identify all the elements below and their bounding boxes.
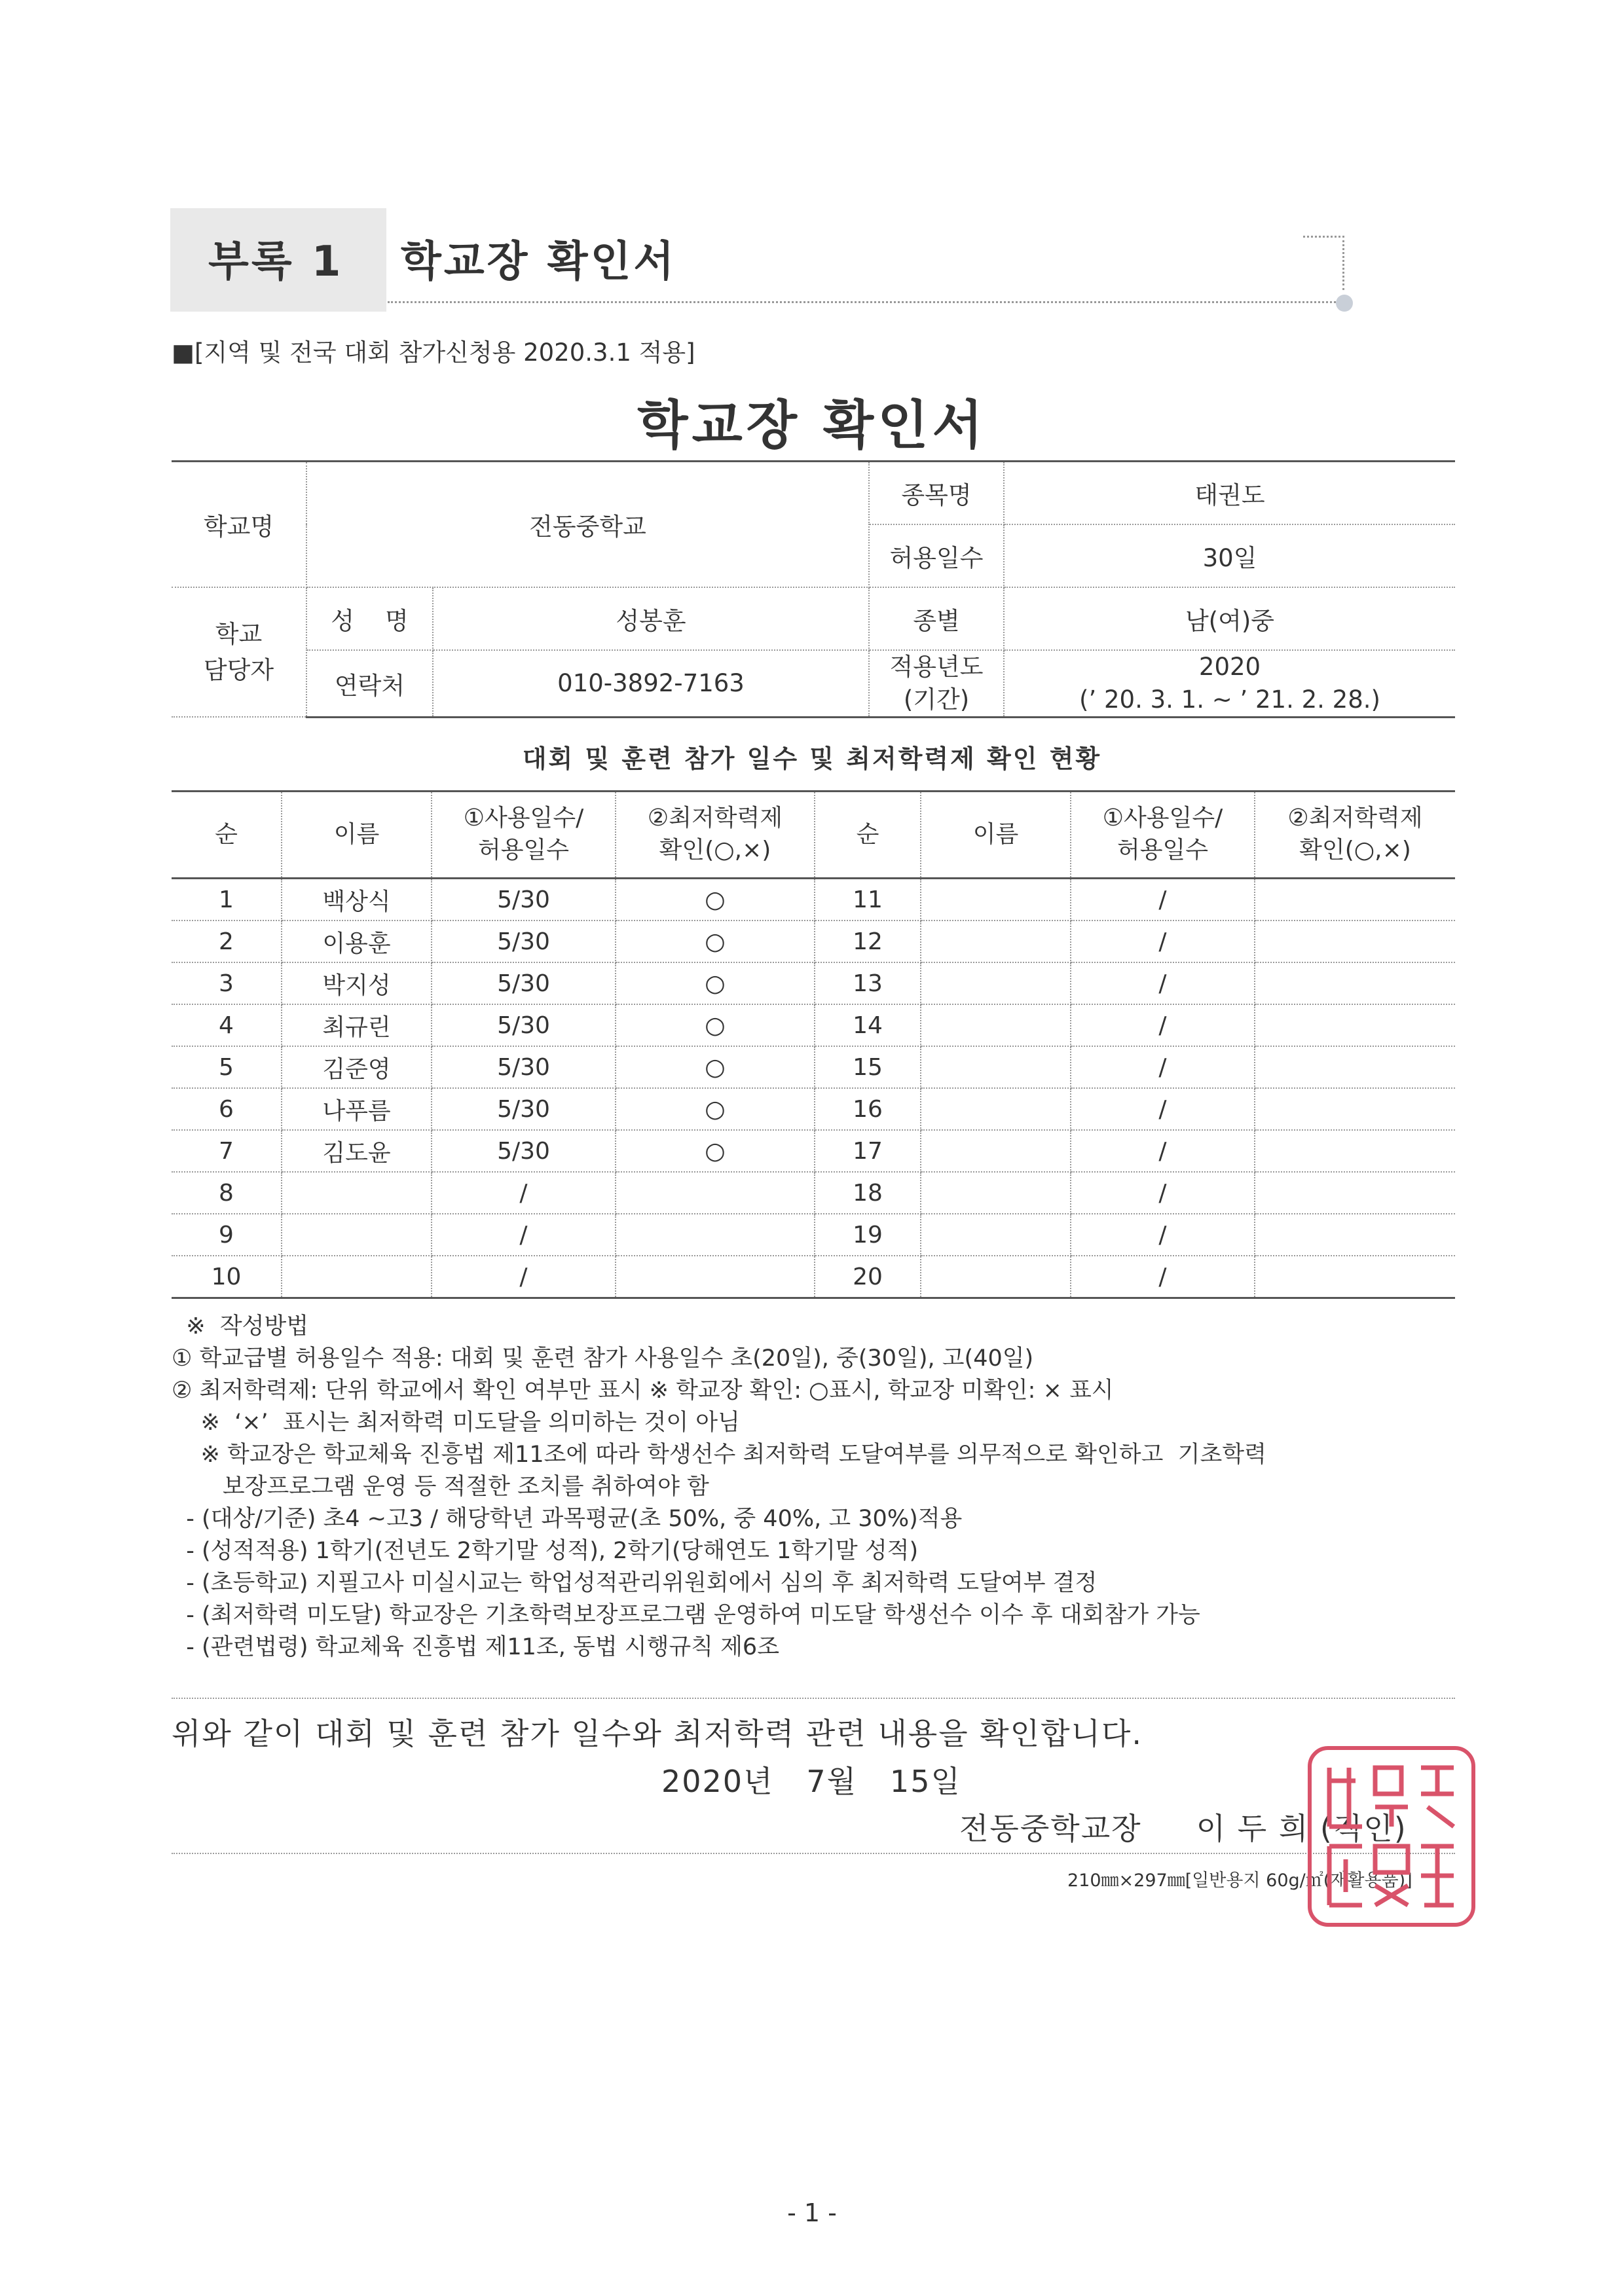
note-line: - (초등학교) 지필고사 미실시교는 학업성적관리위원회에서 심의 후 최저학력 도달여부 결정 xyxy=(172,1570,1098,1596)
table-cell xyxy=(921,1088,1071,1130)
table-cell xyxy=(921,1256,1071,1298)
table-cell xyxy=(1255,879,1455,921)
seal-glyph xyxy=(1421,1768,1454,1827)
table-cell xyxy=(921,1214,1071,1256)
table-cell: 5/30 xyxy=(432,920,616,962)
table-cell: 최규린 xyxy=(282,1004,432,1046)
table-cell: 20 xyxy=(815,1256,921,1298)
table-cell: ○ xyxy=(616,1088,815,1130)
table-cell xyxy=(1255,1046,1455,1088)
header-bracket-decoration xyxy=(1303,236,1344,290)
table-cell: 나푸름 xyxy=(282,1088,432,1130)
table-cell: 14 xyxy=(815,1004,921,1046)
sport-value: 태권도 xyxy=(1004,462,1455,525)
note-line: ※ 작성방법 xyxy=(172,1313,309,1339)
year-cell xyxy=(1004,650,1455,717)
table-cell: 김도윤 xyxy=(282,1130,432,1172)
table-cell: 10 xyxy=(172,1256,282,1298)
roster-header-cell: ①사용일수/ 허용일수 xyxy=(432,792,616,879)
table-cell: 2 xyxy=(172,920,282,962)
note-line: ※ 학교장은 학교체육 진흥법 제11조에 따라 학생선수 최저학력 도달여부를 의무적으로 확인하고 기초학력 xyxy=(172,1442,1266,1468)
table-cell: / xyxy=(1071,962,1255,1004)
paper-spec: 210㎜×297㎜[일반용지 60g/㎡(재활용품)] xyxy=(1067,1870,1412,1891)
official-seal xyxy=(1303,1741,1480,1931)
staff-name-label: 성 명 xyxy=(306,587,433,650)
roster-table xyxy=(172,790,1455,1299)
table-row xyxy=(172,1172,1455,1214)
gender-value: 남(여)중 xyxy=(1004,587,1455,650)
table-row xyxy=(172,1256,1455,1298)
table-cell: 6 xyxy=(172,1088,282,1130)
table-cell: 4 xyxy=(172,1004,282,1046)
staff-label: 학교 담당자 xyxy=(172,587,306,717)
status-heading: 대회 및 훈련 참가 일수 및 최저학력제 확인 현황 xyxy=(522,744,1102,773)
usage-note: ■[지역 및 전국 대회 참가신청용 2020.3.1 적용] xyxy=(172,338,695,367)
seal-glyph xyxy=(1421,1846,1454,1905)
allowed-days-value: 30일 xyxy=(1004,524,1455,587)
table-cell: ○ xyxy=(616,920,815,962)
year-label: 적용년도 (기간) xyxy=(869,650,1004,717)
roster-header-row xyxy=(172,792,1455,879)
table-cell xyxy=(921,1130,1071,1172)
table-cell: / xyxy=(1071,1214,1255,1256)
roster-header-cell: ②최저학력제 확인(○,×) xyxy=(1255,792,1455,879)
table-cell xyxy=(1255,920,1455,962)
roster-header-cell: 순 xyxy=(815,792,921,879)
seal-glyph xyxy=(1329,1846,1362,1905)
table-cell: 5/30 xyxy=(432,1004,616,1046)
table-cell xyxy=(616,1214,815,1256)
table-row xyxy=(172,962,1455,1004)
table-row xyxy=(172,1214,1455,1256)
confirmation-statement: 위와 같이 대회 및 훈련 참가 일수와 최저학력 관련 내용을 확인합니다. xyxy=(172,1716,1143,1751)
roster-header-cell: 순 xyxy=(172,792,282,879)
table-cell xyxy=(282,1256,432,1298)
issue-date: 2020년 7월 15일 xyxy=(661,1764,961,1799)
table-cell: / xyxy=(1071,1088,1255,1130)
header-title: 학교장 확인서 xyxy=(401,238,677,286)
table-cell: / xyxy=(1071,1256,1255,1298)
table-cell: 7 xyxy=(172,1130,282,1172)
table-row xyxy=(172,920,1455,962)
table-row xyxy=(172,1004,1455,1046)
table-cell xyxy=(282,1214,432,1256)
note-line: ① 학교급별 허용일수 적용: 대회 및 훈련 참가 사용일수 초(20일), 중(30일), 고(40일) xyxy=(172,1345,1034,1372)
school-info-table xyxy=(172,460,1455,718)
note-line: ※ ‘×’ 표시는 최저학력 미도달을 의미하는 것이 아님 xyxy=(172,1410,740,1436)
seal-glyph xyxy=(1375,1768,1408,1827)
table-row xyxy=(172,1088,1455,1130)
table-cell: / xyxy=(432,1172,616,1214)
table-cell: 1 xyxy=(172,879,282,921)
table-cell: 18 xyxy=(815,1172,921,1214)
table-cell xyxy=(616,1256,815,1298)
school-name-value: 전동중학교 xyxy=(306,462,869,588)
note-line: - (관련법령) 학교체육 진흥법 제11조, 동법 시행규칙 제6조 xyxy=(172,1634,780,1660)
table-cell xyxy=(921,1004,1071,1046)
year-value: 2020 xyxy=(1198,653,1261,681)
roster-header-cell: ①사용일수/ 허용일수 xyxy=(1071,792,1255,879)
note-line: - (성적적용) 1학기(전년도 2학기말 성적), 2학기(당해연도 1학기말 성적) xyxy=(172,1538,919,1564)
seal-glyph xyxy=(1375,1846,1408,1905)
table-cell: 김준영 xyxy=(282,1046,432,1088)
note-line: - (최저학력 미도달) 학교장은 기초학력보장프로그램 운영하여 미도달 학생선수 이수 후 대회참가 가능 xyxy=(172,1602,1200,1628)
table-row xyxy=(172,1046,1455,1088)
table-cell xyxy=(1255,962,1455,1004)
roster-header-cell: 이름 xyxy=(282,792,432,879)
table-cell: 박지성 xyxy=(282,962,432,1004)
contact-value: 010-3892-7163 xyxy=(433,650,869,717)
table-cell: 8 xyxy=(172,1172,282,1214)
roster-header-cell: ②최저학력제 확인(○,×) xyxy=(616,792,815,879)
table-cell: / xyxy=(1071,879,1255,921)
table-cell: 이용훈 xyxy=(282,920,432,962)
table-cell: / xyxy=(432,1214,616,1256)
table-cell: / xyxy=(1071,1046,1255,1088)
table-cell: 17 xyxy=(815,1130,921,1172)
table-cell xyxy=(616,1172,815,1214)
table-cell: / xyxy=(1071,1130,1255,1172)
table-cell: ○ xyxy=(616,962,815,1004)
allowed-days-label: 허용일수 xyxy=(869,524,1004,587)
table-cell: 16 xyxy=(815,1088,921,1130)
bottom-divider xyxy=(172,1853,1455,1854)
document-title: 학교장 확인서 xyxy=(637,395,987,456)
table-cell: / xyxy=(1071,1004,1255,1046)
appendix-label: 부록 1 xyxy=(208,238,344,286)
page-number: - 1 - xyxy=(787,2198,837,2227)
school-name-label: 학교명 xyxy=(172,462,306,588)
table-cell xyxy=(1255,1256,1455,1298)
table-cell: / xyxy=(432,1256,616,1298)
gender-label: 종별 xyxy=(869,587,1004,650)
table-cell: 5/30 xyxy=(432,879,616,921)
writing-instructions xyxy=(172,1311,1266,1664)
table-cell xyxy=(921,920,1071,962)
period-value: (’ 20. 3. 1. ~ ’ 21. 2. 28.) xyxy=(1079,685,1380,714)
table-cell xyxy=(1255,1004,1455,1046)
table-cell xyxy=(921,1046,1071,1088)
table-cell: 5/30 xyxy=(432,962,616,1004)
staff-name-value: 성봉훈 xyxy=(433,587,869,650)
table-row xyxy=(172,879,1455,921)
table-cell xyxy=(921,1172,1071,1214)
note-line: 보장프로그램 운영 등 적절한 조치를 취하여야 함 xyxy=(172,1474,709,1500)
seal-border xyxy=(1310,1748,1473,1925)
table-cell: 5/30 xyxy=(432,1130,616,1172)
notes-divider xyxy=(172,1698,1455,1699)
table-cell: 5/30 xyxy=(432,1088,616,1130)
table-cell: 19 xyxy=(815,1214,921,1256)
note-line: - (대상/기준) 초4 ~고3 / 해당학년 과목평균(초 50%, 중 40%, 고 30%)적용 xyxy=(172,1506,963,1532)
table-cell: ○ xyxy=(616,1130,815,1172)
table-cell xyxy=(1255,1214,1455,1256)
table-cell xyxy=(921,879,1071,921)
table-cell xyxy=(1255,1088,1455,1130)
header-dot-decoration xyxy=(1336,295,1353,312)
table-cell: 13 xyxy=(815,962,921,1004)
table-cell xyxy=(921,962,1071,1004)
table-cell: 12 xyxy=(815,920,921,962)
table-cell: ○ xyxy=(616,1004,815,1046)
header-divider xyxy=(388,301,1344,303)
table-cell: 3 xyxy=(172,962,282,1004)
table-cell xyxy=(1255,1172,1455,1214)
table-cell: / xyxy=(1071,1172,1255,1214)
table-cell: ○ xyxy=(616,1046,815,1088)
roster-header-cell: 이름 xyxy=(921,792,1071,879)
contact-label: 연락처 xyxy=(306,650,433,717)
table-cell: ○ xyxy=(616,879,815,921)
table-cell: 11 xyxy=(815,879,921,921)
table-row xyxy=(172,1130,1455,1172)
table-cell: 5/30 xyxy=(432,1046,616,1088)
table-cell: / xyxy=(1071,920,1255,962)
table-cell xyxy=(1255,1130,1455,1172)
table-cell: 백상식 xyxy=(282,879,432,921)
sport-label: 종목명 xyxy=(869,462,1004,525)
table-cell: 15 xyxy=(815,1046,921,1088)
table-cell: 5 xyxy=(172,1046,282,1088)
principal-signature-line: 전동중학교장 이 두 희 (직인) xyxy=(959,1811,1407,1846)
table-cell: 9 xyxy=(172,1214,282,1256)
note-line: ② 최저학력제: 단위 학교에서 확인 여부만 표시 ※ 학교장 확인: ○표시, 학교장 미확인: × 표시 xyxy=(172,1377,1114,1404)
table-cell xyxy=(282,1172,432,1214)
seal-glyph xyxy=(1329,1768,1362,1827)
